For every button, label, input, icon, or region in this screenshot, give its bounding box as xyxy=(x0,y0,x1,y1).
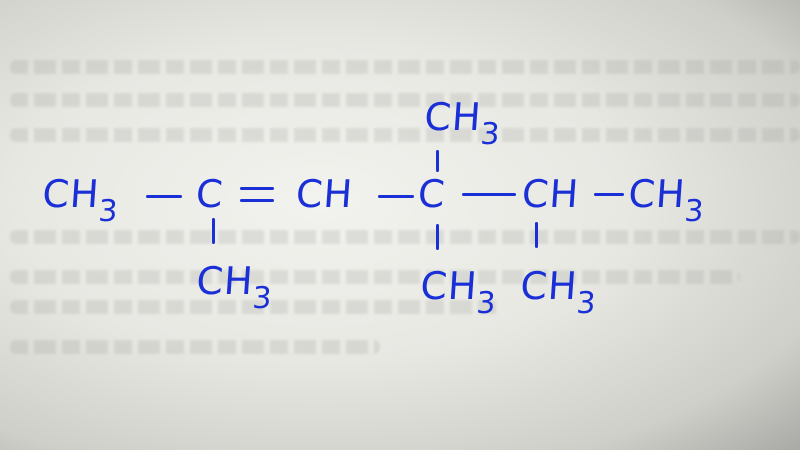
bond-c4-c5 xyxy=(462,193,516,196)
atom-c6-ch3 xyxy=(626,172,707,229)
subscript-digit: 3 xyxy=(683,194,706,229)
bond-c5-c6 xyxy=(594,193,624,196)
bond-c1-c2 xyxy=(146,195,182,198)
subscript-digit: 3 xyxy=(479,117,502,152)
substituent-c2-methyl xyxy=(194,259,275,316)
subscript-digit: 3 xyxy=(251,281,274,316)
atom-c4-text: C xyxy=(416,172,448,216)
substituent-c4-bottom-text: $CH_3$ xyxy=(418,264,498,321)
bond-c2-methyl xyxy=(212,218,215,244)
substituent-c5-text: $CH_3$ xyxy=(518,264,598,321)
atom-c5-text: CH xyxy=(520,172,581,216)
subscript-digit: 3 xyxy=(97,194,120,229)
substituent-c5-methyl xyxy=(518,264,599,321)
atom-c1-text: $CH_3$ xyxy=(40,172,120,229)
atom-c5-ch xyxy=(520,172,581,216)
subscript-digit: 3 xyxy=(475,286,498,321)
substituent-c2-text: $CH_3$ xyxy=(194,259,274,316)
bond-c5-methyl xyxy=(535,222,538,248)
atom-c3-ch xyxy=(294,172,355,216)
subscript-digit: 3 xyxy=(575,286,598,321)
bond-c4-bottom-methyl xyxy=(436,224,439,250)
atom-c1-ch3 xyxy=(40,172,121,229)
bond-c2-c3-double xyxy=(240,187,274,203)
atom-c6-text: $CH_3$ xyxy=(626,172,706,229)
atom-c4 xyxy=(416,172,448,216)
bond-c4-top-methyl xyxy=(436,150,439,172)
substituent-c4-top-methyl xyxy=(422,95,503,152)
atom-c2 xyxy=(194,172,226,216)
atom-c2-text: C xyxy=(194,172,226,216)
substituent-c4-top-text: $CH_3$ xyxy=(422,95,502,152)
bond-c3-c4 xyxy=(378,195,414,198)
substituent-c4-bottom-methyl xyxy=(418,264,499,321)
atom-c3-text: CH xyxy=(294,172,355,216)
